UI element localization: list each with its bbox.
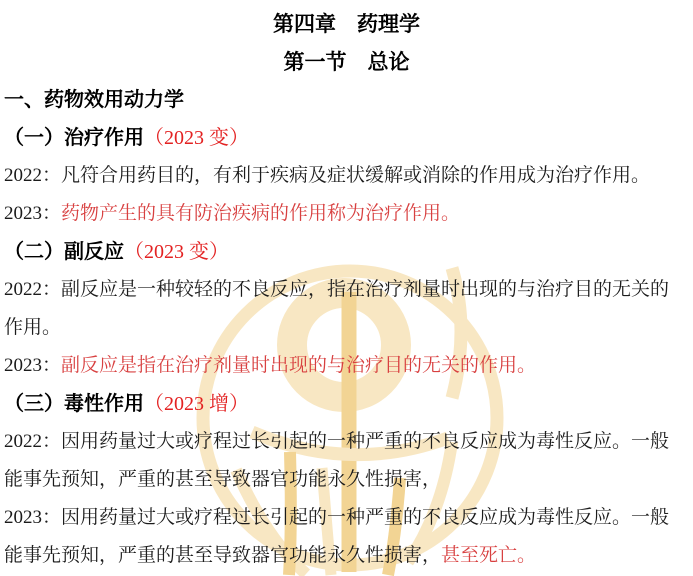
text-segment: 2023：因用药量过大或疗程过长引起的一种严重的不良反应成为毒性反应。一般 <box>4 507 670 528</box>
text-segment: （2023 增） <box>144 393 249 415</box>
text-segment: 能事先预知，严重的甚至导致器官功能永久性损害， <box>4 469 442 490</box>
text-segment: （二）副反应 <box>4 241 124 263</box>
text-segment: 一、药物效用动力学 <box>4 89 184 111</box>
text-line-body <box>4 271 689 309</box>
text-segment: 作用。 <box>4 317 62 338</box>
text-line-body <box>4 195 689 233</box>
section-title: 第一节 总论 <box>283 50 410 74</box>
text-segment: （2023 变） <box>124 241 229 263</box>
text-segment: （三）毒性作用 <box>4 393 144 415</box>
text-segment: 2023： <box>4 355 62 376</box>
document-lines <box>4 81 689 575</box>
text-line-heading2 <box>4 119 689 157</box>
text-segment: 能事先预知，严重的甚至导致器官功能永久性损害， <box>4 545 442 566</box>
text-line-body <box>4 537 689 575</box>
text-line-body <box>4 499 689 537</box>
text-segment: 2022：凡符合用药目的，有利于疾病及症状缓解或消除的作用成为治疗作用。 <box>4 165 651 186</box>
text-segment: 甚至死亡。 <box>441 545 537 566</box>
text-segment: （一）治疗作用 <box>4 127 144 149</box>
text-line-body <box>4 461 689 499</box>
text-line-heading1 <box>4 81 689 119</box>
text-segment: 2022：因用药量过大或疗程过长引起的一种严重的不良反应成为毒性反应。一般 <box>4 431 670 452</box>
text-line-body <box>4 309 689 347</box>
text-segment: 2023： <box>4 203 62 224</box>
chapter-title: 第四章 药理学 <box>273 12 420 36</box>
text-line-heading2 <box>4 385 689 423</box>
text-segment: 副反应是指在治疗剂量时出现的与治疗目的无关的作用。 <box>61 355 537 376</box>
text-segment: （2023 变） <box>144 127 249 149</box>
text-line-body <box>4 423 689 461</box>
text-segment: 2022：副反应是一种较轻的不良反应，指在治疗剂量时出现的与治疗目的无关的 <box>4 279 670 300</box>
text-segment: 药物产生的具有防治疾病的作用称为治疗作用。 <box>61 203 461 224</box>
text-line-body <box>4 347 689 385</box>
text-line-body <box>4 157 689 195</box>
text-line-heading2 <box>4 233 689 271</box>
